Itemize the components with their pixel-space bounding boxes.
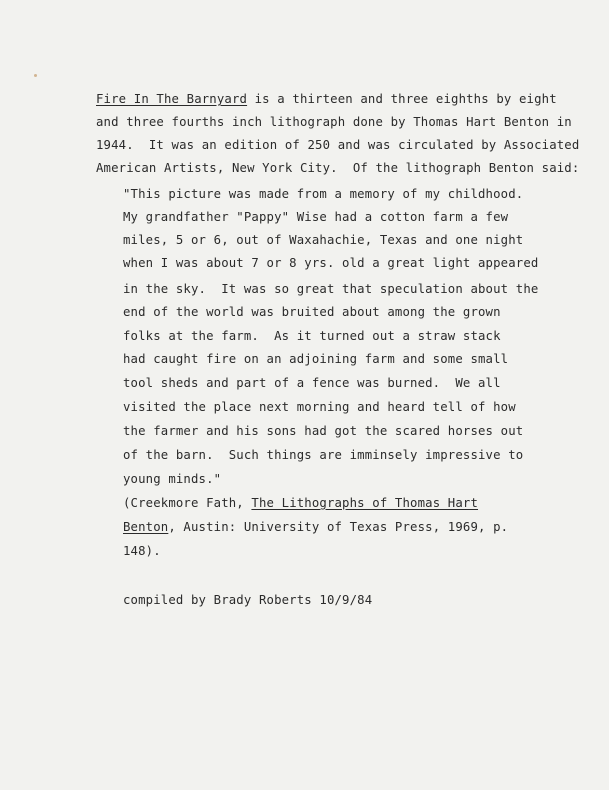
book-title-part-2: Benton	[123, 520, 169, 534]
quote-line: in the sky. It was so great that speculation about the	[123, 282, 539, 296]
intro-line-1	[96, 93, 557, 105]
quote-line: tool sheds and part of a fence was burned. We all	[123, 376, 501, 390]
quote-line: miles, 5 or 6, out of Waxahachie, Texas and one night	[123, 233, 524, 247]
quote-line: "This picture was made from a memory of my childhood.	[123, 187, 524, 201]
compiler-signature: compiled by Brady Roberts 10/9/84	[123, 593, 373, 607]
quote-line: young minds."	[123, 472, 222, 486]
citation-line-1	[123, 497, 478, 509]
intro-line-3: 1944. It was an edition of 250 and was circulated by Associated	[96, 138, 580, 152]
citation-line-2	[123, 521, 508, 533]
quote-line: visited the place next morning and heard tell of how	[123, 400, 516, 414]
book-title-part-1: The Lithographs of Thomas Hart	[251, 496, 479, 510]
intro-line-2: and three fourths inch lithograph done by Thomas Hart Benton in	[96, 115, 572, 129]
quote-line: of the barn. Such things are imminsely impressive to	[123, 448, 524, 462]
quote-line: had caught fire on an adjoining farm and some small	[123, 352, 509, 366]
quote-line: when I was about 7 or 8 yrs. old a great light appeared	[123, 256, 539, 270]
intro-line-1-rest: is a thirteen and three eighths by eight	[247, 92, 557, 106]
quote-line: folks at the farm. As it turned out a straw stack	[123, 329, 501, 343]
artwork-title: Fire In The Barnyard	[96, 92, 248, 106]
paper-speck	[34, 74, 37, 77]
quote-line: the farmer and his sons had got the scared horses out	[123, 424, 524, 438]
quote-line: My grandfather "Pappy" Wise had a cotton farm a few	[123, 210, 509, 224]
quote-line: end of the world was bruited about among the grown	[123, 305, 501, 319]
intro-line-4: American Artists, New York City. Of the lithograph Benton said:	[96, 161, 580, 175]
citation-line-3: 148).	[123, 544, 161, 558]
citation-line-2-rest: , Austin: University of Texas Press, 1969, p.	[168, 520, 509, 534]
citation-prefix: (Creekmore Fath,	[123, 496, 252, 510]
